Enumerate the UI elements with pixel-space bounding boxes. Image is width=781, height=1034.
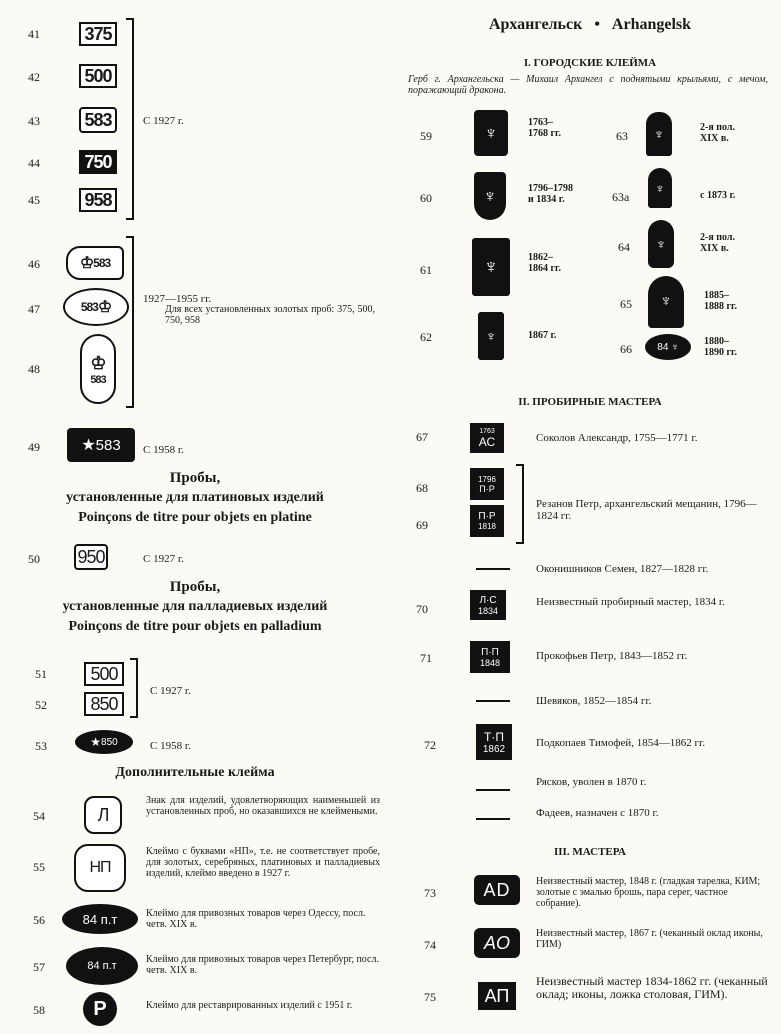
- assayer-mark: [476, 724, 512, 760]
- assayer-name: Резанов Петр, архангельский мещанин, 1796—1824 гг.: [536, 498, 757, 522]
- palladium-title-1: Пробы,: [169, 579, 221, 595]
- hallmark-546-head: [66, 246, 124, 280]
- hallmark-value: 583: [80, 300, 98, 314]
- section-city-title: I. ГОРОДСКИЕ КЛЕЙМА: [523, 57, 657, 69]
- item-number: 49: [28, 440, 40, 454]
- archangel-icon: ♆: [648, 168, 672, 208]
- item-number: 58: [33, 1003, 45, 1017]
- platinum-title-2: установленные для платиновых изделий: [66, 490, 324, 505]
- assayer-mark: [470, 468, 504, 500]
- hallmark-description: Клеймо с буквами «НП», т.е. не соответствует пробе, для золотых, серебряных, платиновых и палладиевых изделий, клеймо введено в 1927 г.: [146, 846, 380, 879]
- item-number: 54: [33, 809, 45, 823]
- no-mark-line: [476, 818, 510, 820]
- item-number: 65: [620, 297, 632, 311]
- bracket: [132, 18, 134, 220]
- date-label: с 1873 г.: [700, 190, 736, 201]
- date-label: 2-я пол. XIX в.: [700, 122, 735, 144]
- no-mark-line: [476, 700, 510, 702]
- hallmark-description: Клеймо для привозных товаров через Петербург, посл. четв. XIX в.: [146, 954, 379, 976]
- item-number: 46: [28, 257, 40, 271]
- date-label: 1880– 1890 гг.: [704, 336, 737, 358]
- date-label: 1862– 1864 гг.: [528, 252, 561, 274]
- hallmark-vertical-head: [80, 334, 116, 404]
- bracket-top: [126, 236, 134, 238]
- bracket-top: [130, 658, 138, 660]
- mark-year: 1848: [479, 657, 501, 668]
- hallmark-description: Клеймо для привозных товаров через Одессу, посл. четв. XIX в.: [146, 908, 366, 930]
- item-number: 53: [35, 739, 47, 753]
- item-number: 55: [33, 860, 45, 874]
- item-number: 50: [28, 552, 40, 566]
- bracket-bottom: [130, 716, 138, 718]
- item-number: 47: [28, 302, 40, 316]
- hallmark-oval-head: [63, 288, 129, 326]
- hallmark-description: Знак для изделий, удовлетворяющих наименьшей из установленных проб, но оказавшихся не клеймеными.: [146, 795, 380, 817]
- bracket-bottom: [126, 218, 134, 220]
- hallmark-950: 950: [74, 544, 108, 570]
- platinum-title-1: Пробы,: [169, 470, 221, 486]
- assayer-name: Соколов Александр, 1755—1771 г.: [536, 432, 698, 444]
- archangel-icon: ♆: [646, 112, 672, 156]
- assayer-name: Оконишников Семен, 1827—1828 гг.: [536, 563, 709, 575]
- mark-initials: П·Р: [478, 511, 496, 522]
- hallmark-value: 583: [90, 373, 106, 386]
- item-number: 44: [28, 156, 40, 170]
- page-title: [400, 16, 780, 34]
- no-mark-line: [476, 568, 510, 570]
- item-number: 63: [616, 129, 628, 143]
- bracket-bottom: [126, 406, 134, 408]
- kokoshnik-head-icon: ♔: [90, 352, 106, 373]
- assayer-name: Рясков, уволен в 1870 г.: [536, 776, 647, 788]
- no-mark-line: [476, 789, 510, 791]
- item-number: 63а: [612, 190, 630, 204]
- item-number: 67: [416, 430, 428, 444]
- assayer-mark: [470, 590, 506, 620]
- item-number: 64: [618, 240, 630, 254]
- mark-initials: Л·С: [479, 594, 497, 606]
- item-number: 48: [28, 362, 40, 376]
- kokoshnik-head-icon: ♔: [97, 299, 112, 316]
- date-label: 1796–1798 и 1834 г.: [528, 183, 573, 205]
- item-number: 74: [424, 938, 436, 952]
- hallmark-500-pd: 500: [84, 662, 124, 686]
- mark-initials: АС: [478, 434, 496, 449]
- bracket: [132, 236, 134, 408]
- palladium-title-2: установленные для палладиевых изделий: [62, 599, 328, 614]
- date-label: 1867 г.: [528, 330, 557, 341]
- section-masters-title: III. МАСТЕРА: [554, 846, 626, 858]
- item-number: 66: [620, 342, 632, 356]
- bracket-top: [126, 18, 134, 20]
- assayer-mark: [470, 641, 510, 673]
- item-number: 42: [28, 70, 40, 84]
- item-number: 75: [424, 990, 436, 1004]
- master-mark: AD: [474, 875, 520, 905]
- master-description: Неизвестный мастер, 1867 г. (чеканный оклад иконы, ГИМ): [536, 928, 763, 950]
- assayer-name: Фадеев, назначен с 1870 г.: [536, 807, 659, 819]
- assayer-name: Шевяков, 1852—1854 гг.: [536, 695, 652, 707]
- mark-initials: Т·П: [484, 729, 504, 744]
- archangel-icon: ♆: [648, 220, 674, 268]
- assayer-name: Прокофьев Петр, 1843—1852 гг.: [536, 650, 688, 662]
- star-icon: ★: [90, 735, 102, 749]
- master-description: Неизвестный мастер, 1848 г. (гладкая тарелка, КИМ; золотые с эмалью брошь, пара серег, частное собрание).: [536, 876, 761, 909]
- since-label: С 1958 г.: [150, 740, 191, 752]
- archangel-icon: ♆: [472, 238, 510, 296]
- mark-initials: П·Р: [479, 483, 495, 494]
- assayer-name: Неизвестный пробирный мастер, 1834 г.: [536, 596, 725, 608]
- assayer-mark: [470, 423, 504, 453]
- since-label: С 1958 г.: [143, 444, 184, 456]
- archangel-icon: ♆: [474, 172, 506, 220]
- platinum-title-3: Poinçons de titre pour objets en platine: [78, 510, 312, 525]
- master-description: Неизвестный мастер 1834-1862 гг. (чеканный оклад; иконы, ложка столовая, ГИМ).: [536, 974, 768, 1001]
- item-number: 73: [424, 886, 436, 900]
- item-number: 71: [420, 651, 432, 665]
- archangel-icon: ♆: [648, 276, 684, 328]
- title-separator: •: [594, 16, 600, 33]
- item-number: 43: [28, 114, 40, 128]
- section-assayers-title: II. ПРОБИРНЫЕ МАСТЕРА: [518, 396, 662, 408]
- range-label: 1927—1955 гг.: [143, 293, 212, 305]
- since-label: С 1927 г.: [143, 115, 184, 127]
- bracket: [516, 464, 524, 544]
- mark-initials: П·П: [481, 646, 499, 658]
- item-number: 52: [35, 698, 47, 712]
- hallmark-import-odessa: 84 п.т: [62, 904, 138, 934]
- item-number: 60: [420, 191, 432, 205]
- hallmark-375: 375: [79, 22, 117, 46]
- hallmark-description: Клеймо для реставрированных изделий с 1951 г.: [146, 1000, 353, 1011]
- item-number: 56: [33, 913, 45, 927]
- hallmark-500: 500: [79, 64, 117, 88]
- since-label: С 1927 г.: [150, 685, 191, 697]
- star-icon: ★: [81, 437, 96, 454]
- assayer-mark: [470, 505, 504, 537]
- additional-title: Дополнительные клейма: [115, 765, 275, 780]
- hallmark-850-pd: 850: [84, 692, 124, 716]
- item-number: 69: [416, 518, 428, 532]
- range-description: Для всех установленных золотых проб: 375, 500, 750, 958: [165, 304, 375, 326]
- hallmark-value: 583: [95, 436, 121, 454]
- item-number: 59: [420, 129, 432, 143]
- item-number: 51: [35, 667, 47, 681]
- item-number: 72: [424, 738, 436, 752]
- since-label: С 1927 г.: [143, 553, 184, 565]
- palladium-title-3: Poinçons de titre pour objets en palladium: [68, 619, 322, 634]
- hallmark-import-petersburg: 84 п.т: [66, 947, 138, 985]
- hallmark-NP: НП: [74, 844, 126, 892]
- archangel-icon: ♆: [474, 110, 508, 156]
- hallmark-750: 750: [79, 150, 117, 174]
- item-number: 41: [28, 27, 40, 41]
- archangel-icon: ♆: [478, 312, 504, 360]
- date-label: 1885– 1888 гг.: [704, 290, 737, 312]
- title-ru: Архангельск: [488, 16, 583, 33]
- section-city-description: Герб г. Архангельска — Михаил Архангел с поднятыми крыльями, с мечом, поражающий дракона.: [408, 74, 768, 96]
- assayer-name: Подкопаев Тимофей, 1854—1862 гг.: [536, 737, 706, 749]
- hallmark-restored: Р: [83, 992, 117, 1026]
- bracket: [136, 658, 138, 718]
- mark-year: 1818: [478, 522, 496, 531]
- title-fr: Arhangelsk: [611, 16, 692, 33]
- date-label: 2-я пол. XIX в.: [700, 232, 735, 254]
- item-number: 57: [33, 960, 45, 974]
- hallmark-value: 850: [101, 736, 118, 748]
- hallmark-star-583: [67, 428, 135, 462]
- mark-year: 1834: [477, 605, 499, 616]
- hallmark-value: 583: [93, 256, 111, 270]
- item-number: 61: [420, 263, 432, 277]
- master-mark: АП: [478, 982, 516, 1010]
- hallmark-958: 958: [79, 188, 117, 212]
- mark-year: 1862: [482, 743, 506, 755]
- hallmark-L: Л: [84, 796, 122, 834]
- master-mark: AO: [474, 928, 520, 958]
- date-label: 1763– 1768 гг.: [528, 117, 561, 139]
- item-number: 70: [416, 602, 428, 616]
- archangel-icon: 84 ♆: [645, 334, 691, 360]
- hallmark-star-850: [75, 730, 133, 754]
- item-number: 45: [28, 193, 40, 207]
- item-number: 68: [416, 481, 428, 495]
- hallmark-583: 583: [79, 107, 117, 133]
- mark-year: 1796: [478, 474, 496, 484]
- kokoshnik-head-icon: ♔: [79, 255, 94, 272]
- mark-year: 1763: [479, 427, 495, 435]
- item-number: 62: [420, 330, 432, 344]
